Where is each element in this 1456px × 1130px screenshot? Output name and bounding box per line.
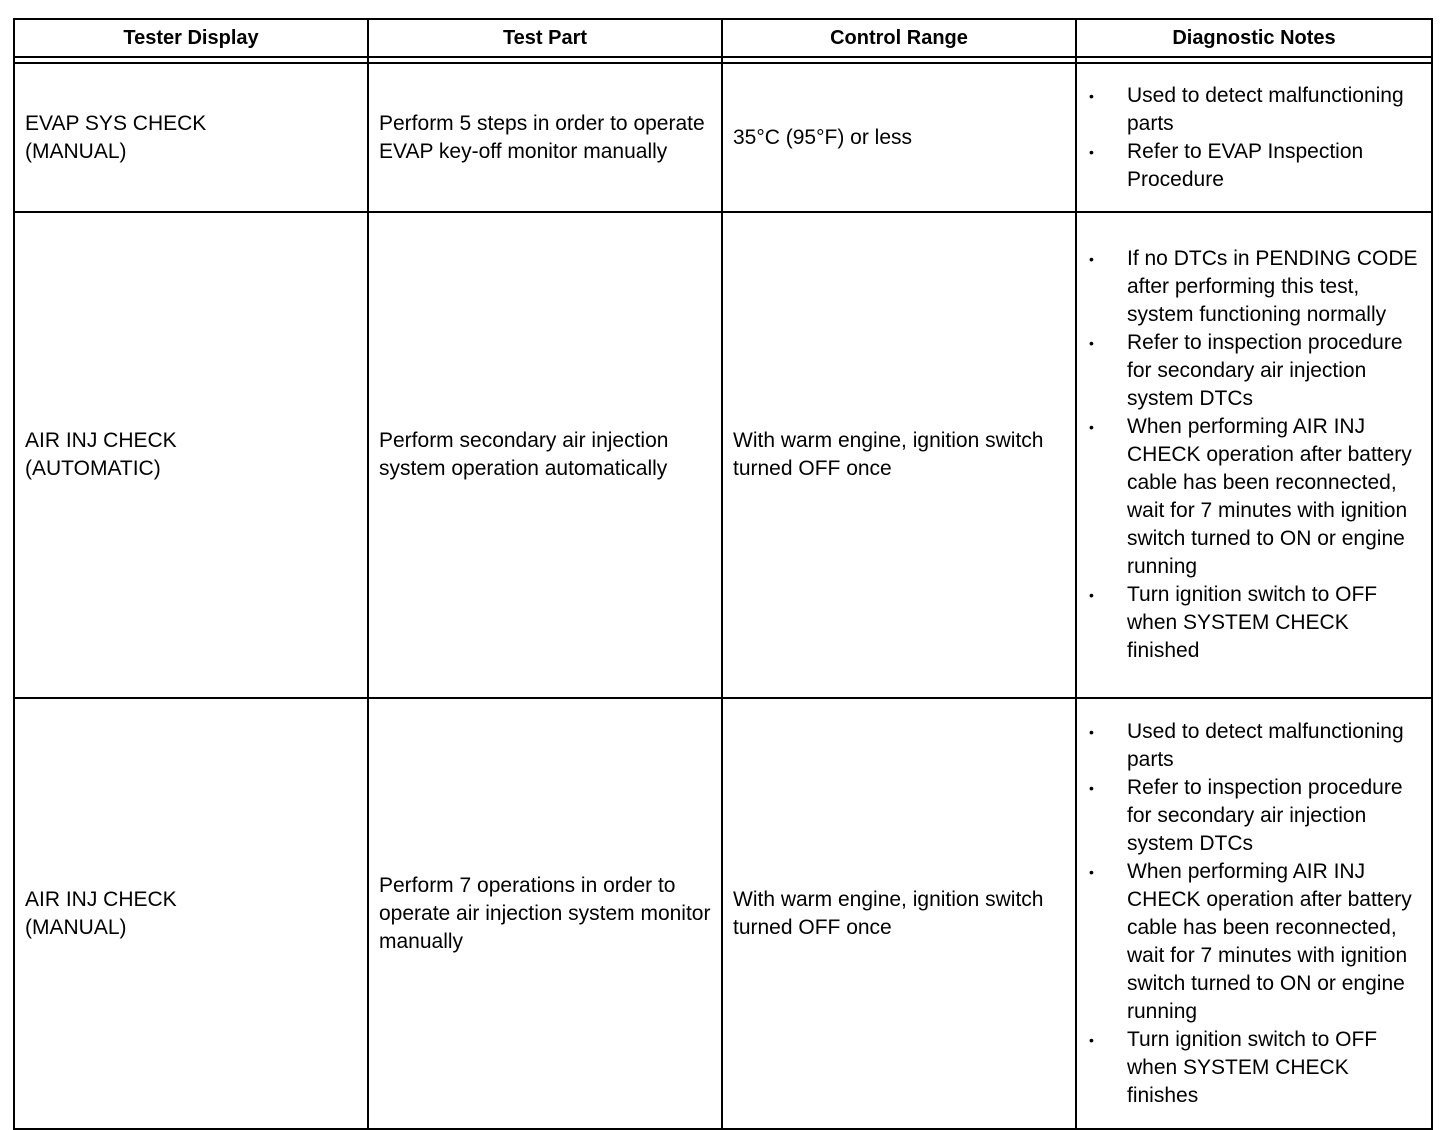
note-text: Used to detect malfunctioning parts	[1127, 83, 1404, 135]
bullet-icon: •	[1089, 419, 1094, 435]
note-item	[1087, 138, 1421, 194]
tester-display-line: EVAP SYS CHECK	[25, 111, 207, 135]
tester-display-line: AIR INJ CHECK	[25, 429, 177, 452]
note-item	[1087, 1026, 1421, 1110]
tester-display-line: (MANUAL)	[25, 915, 127, 939]
test-part-cell: Perform secondary air injection system operation automatically	[368, 212, 722, 698]
notes-list	[1087, 245, 1421, 665]
note-item	[1087, 774, 1421, 858]
note-text: If no DTCs in PENDING CODE after performing this test, system functioning normally	[1127, 247, 1418, 326]
test-part-cell: Perform 7 operations in order to operate air injection system monitor manually	[368, 698, 722, 1129]
diagnostic-notes-cell	[1076, 63, 1432, 212]
diagnostic-notes-cell	[1076, 212, 1432, 698]
diagnostic-table	[13, 18, 1433, 1130]
tester-display-cell	[14, 63, 368, 212]
note-item	[1087, 245, 1421, 329]
notes-list	[1087, 718, 1421, 1110]
note-item	[1087, 413, 1421, 581]
diagnostic-notes-cell	[1076, 698, 1432, 1129]
note-text: Refer to EVAP Inspection Procedure	[1127, 139, 1364, 191]
note-text: Refer to inspection procedure for secondary air injection system DTCs	[1127, 775, 1403, 855]
note-text: Turn ignition switch to OFF when SYSTEM CHECK finished	[1127, 583, 1378, 662]
table-row	[14, 212, 1432, 698]
header-tester-display: Tester Display	[14, 19, 368, 57]
tester-display-cell	[14, 212, 368, 698]
note-text: When performing AIR INJ CHECK operation after battery cable has been reconnected, wait for 7 minutes with ignition switch turned to ON or engine running	[1127, 415, 1412, 578]
notes-list	[1087, 82, 1421, 194]
note-item	[1087, 581, 1421, 665]
tester-display-cell	[14, 698, 368, 1129]
bullet-icon: •	[1089, 87, 1094, 104]
control-range-cell: With warm engine, ignition switch turned OFF once	[722, 698, 1076, 1129]
table-row	[14, 63, 1432, 212]
bullet-icon: •	[1089, 1031, 1094, 1048]
bullet-icon: •	[1089, 863, 1094, 880]
test-part-cell: Perform 5 steps in order to operate EVAP key-off monitor manually	[368, 63, 722, 212]
bullet-icon: •	[1089, 587, 1094, 603]
note-text: When performing AIR INJ CHECK operation after battery cable has been reconnected, wait for 7 minutes with ignition switch turned to ON or engine running	[1127, 859, 1412, 1023]
note-item	[1087, 718, 1421, 774]
table-row	[14, 698, 1432, 1129]
note-text: Turn ignition switch to OFF when SYSTEM CHECK finishes	[1127, 1027, 1378, 1107]
header-row	[14, 19, 1432, 57]
bullet-icon: •	[1089, 723, 1094, 740]
control-range-cell: 35°C (95°F) or less	[722, 63, 1076, 212]
note-item	[1087, 82, 1421, 138]
bullet-icon: •	[1089, 251, 1094, 267]
tester-display-line: AIR INJ CHECK	[25, 887, 177, 911]
bullet-icon: •	[1089, 143, 1094, 160]
tester-display-line: (AUTOMATIC)	[25, 457, 161, 480]
table-header	[14, 19, 1432, 63]
note-item	[1087, 329, 1421, 413]
header-control-range: Control Range	[722, 19, 1076, 57]
note-text: Used to detect malfunctioning parts	[1127, 719, 1404, 771]
header-test-part: Test Part	[368, 19, 722, 57]
header-diagnostic-notes: Diagnostic Notes	[1076, 19, 1432, 57]
table-body	[14, 63, 1432, 1129]
note-item	[1087, 858, 1421, 1026]
note-text: Refer to inspection procedure for secondary air injection system DTCs	[1127, 331, 1403, 410]
bullet-icon: •	[1089, 779, 1094, 796]
control-range-cell: With warm engine, ignition switch turned OFF once	[722, 212, 1076, 698]
tester-display-line: (MANUAL)	[25, 139, 127, 163]
bullet-icon: •	[1089, 335, 1094, 351]
